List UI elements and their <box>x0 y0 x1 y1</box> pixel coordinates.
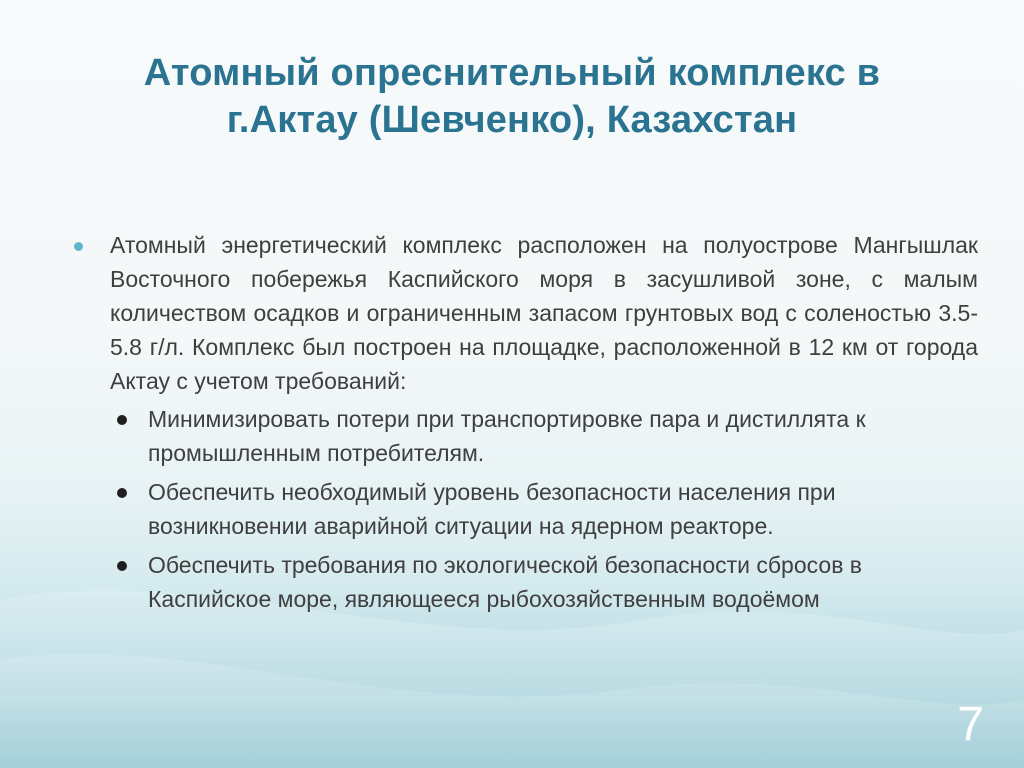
main-bullet-paragraph <box>110 228 978 398</box>
sub-bullet-text: Минимизировать потери при транспортировке пара и дистиллята к промышленным потребителям. <box>148 406 866 466</box>
sub-bullet-item <box>148 548 978 616</box>
sub-bullet-item <box>148 402 978 470</box>
title-line-2: г.Актау (Шевченко), Казахстан <box>226 99 798 141</box>
secondary-bullet-icon <box>117 561 127 571</box>
main-bullet-text: Атомный энергетический комплекс расположен на полуострове Мангышлак Восточного побережья Каспийского моря в засушливой зоне, с малым количеством осадков и ограниченным запасом грунтовых вод с соленостью 3.5-5.8 г/л. Комплекс был построен на площадке, расположенной в 12 км от города Актау с учетом требований: <box>110 232 978 394</box>
sub-bullet-text: Обеспечить необходимый уровень безопасности населения при возникновении аварийной ситуации на ядерном реакторе. <box>148 479 836 539</box>
sub-bullet-text: Обеспечить требования по экологической безопасности сбросов в Каспийское море, являющееся рыбохозяйственным водоёмом <box>148 552 863 612</box>
sub-bullet-item <box>148 475 978 543</box>
secondary-bullet-icon <box>117 415 127 425</box>
sub-bullet-list <box>110 402 978 616</box>
slide-title <box>40 50 984 144</box>
title-line-1: Атомный опреснительный комплекс в <box>143 52 881 94</box>
slide-page-number: 7 <box>957 698 984 751</box>
primary-bullet-icon <box>74 242 83 251</box>
slide-body <box>110 228 978 621</box>
secondary-bullet-icon <box>117 488 127 498</box>
